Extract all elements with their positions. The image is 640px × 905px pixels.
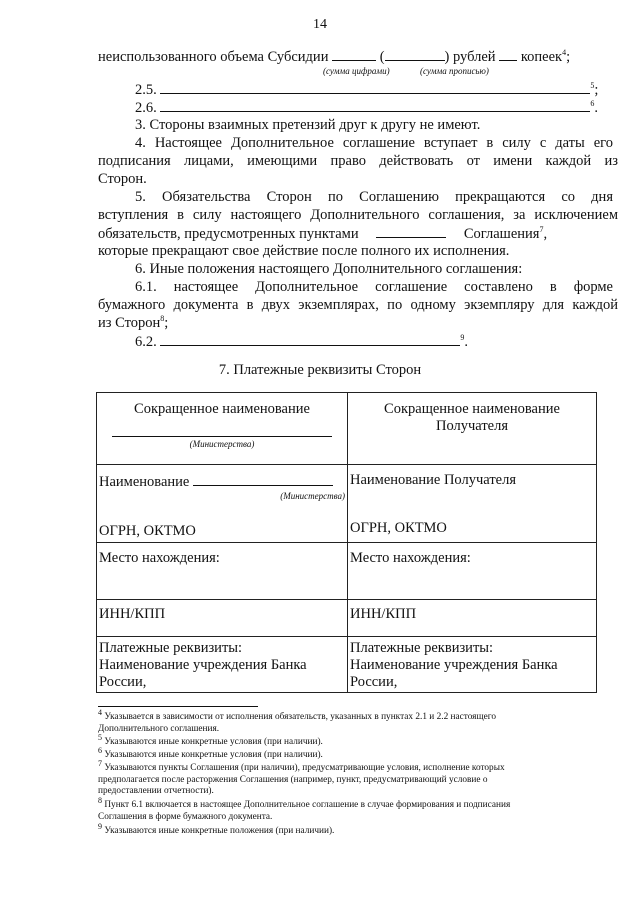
footnote-9: $^9$ Указываются иные конкретные положения (при наличии). — [98, 821, 335, 836]
kopecks-blank — [499, 47, 517, 61]
paragraph-3: 3. Стороны взаимных претензий друг к другу не имеют. — [135, 117, 481, 133]
right-inn-cell: ИНН/КПП — [348, 600, 597, 637]
amount-digits-blank — [332, 47, 376, 61]
footnote-8: $^8$ Пункт 6.1 включается в настоящее Дополнительное соглашение в случае формирования и подписания Соглашения в форме бумажного документа. — [98, 795, 511, 822]
footnote-7: $^7$ Указываются пункты Соглашения (при наличии), предусматривающие условия, исполнение которых предполагается после расторжения Соглашения (например, пункт, предусматривающий условие о предоставлении отчетности). — [98, 758, 505, 796]
amount-digits-caption: (сумма цифрами) — [323, 66, 390, 76]
item-2-5-blank — [160, 80, 590, 94]
right-location-cell: Место нахождения: — [348, 543, 597, 600]
footnote-ref: 4 — [562, 48, 567, 58]
footnote-5: $^5$ Указываются иные конкретные условия (при наличии). — [98, 732, 323, 747]
payment-requisites-table — [96, 392, 597, 693]
page-number: 14 — [313, 17, 327, 32]
right-short-name-cell: Сокращенное наименование Получателя — [348, 393, 597, 465]
amount-words-caption: (сумма прописью) — [420, 66, 489, 76]
amount-words-blank — [385, 47, 445, 61]
left-name-cell: Наименование (Министерства) ОГРН, ОКТМО — [97, 465, 348, 543]
right-payment-cell: Платежные реквизиты: Наименование учреждения Банка России, — [348, 637, 597, 693]
footnote-6: $^6$ Указываются иные конкретные условия (при наличии). — [98, 745, 323, 760]
left-location-cell: Место нахождения: — [97, 543, 348, 600]
paragraph-4-line-1: 4. Настоящее Дополнительное соглашение вступает в силу с даты его — [135, 135, 613, 151]
left-name-blank — [193, 472, 333, 486]
paragraph-6-1-line-2: бумажного документа в двух экземплярах, по одному экземпляру для каждой — [98, 297, 618, 313]
item-2-6-blank — [160, 98, 590, 112]
item-6-2-blank — [160, 332, 460, 346]
clauses-blank — [376, 224, 446, 238]
paragraph-6-1-line-3: из Сторон$^8$; — [98, 314, 169, 331]
paragraph-4-line-2: подписания лицами, имеющими право действовать от имени каждой из — [98, 153, 618, 169]
footnote-separator — [98, 706, 258, 707]
item-2-6: 2.6. $^6$. — [135, 99, 598, 116]
item-6-2: 6.2. $^9$. — [135, 333, 468, 350]
paragraph-5-line-1: 5. Обязательства Сторон по Соглашению прекращаются со дня — [135, 189, 613, 205]
paragraph-5-line-3: обязательств, предусмотренных пунктами Соглашения$^7$, — [98, 225, 548, 242]
footnote-4: $^4$ Указывается в зависимости от исполнения обязательств, указанных в пунктах 2.1 и 2.2 настоящего Дополнительного соглашения. — [98, 707, 496, 734]
paragraph-6-1-line-1: 6.1. настоящее Дополнительное соглашение составлено в форме — [135, 279, 613, 295]
left-short-name-blank — [112, 436, 332, 437]
right-name-cell: Наименование Получателя ОГРН, ОКТМО — [348, 465, 597, 543]
subsidy-amount-line: неиспользованного объема Субсидии ( ) рублей копеек$^4$; — [98, 48, 571, 65]
section-7-title: 7. Платежные реквизиты Сторон — [218, 362, 422, 378]
left-payment-cell: Платежные реквизиты: Наименование учреждения Банка России, — [97, 637, 348, 693]
paragraph-4-line-3: Сторон. — [98, 171, 147, 187]
left-inn-cell: ИНН/КПП — [97, 600, 348, 637]
left-short-name-cell: Сокращенное наименование (Министерства) — [97, 393, 348, 465]
paragraph-6: 6. Иные положения настоящего Дополнительного соглашения: — [135, 261, 523, 277]
paragraph-5-line-2: вступления в силу настоящего Дополнительного соглашения, за исключением — [98, 207, 618, 223]
paragraph-5-line-4: которые прекращают свое действие после полного их исполнения. — [98, 243, 510, 259]
item-2-5: 2.5. $^5$; — [135, 81, 599, 98]
